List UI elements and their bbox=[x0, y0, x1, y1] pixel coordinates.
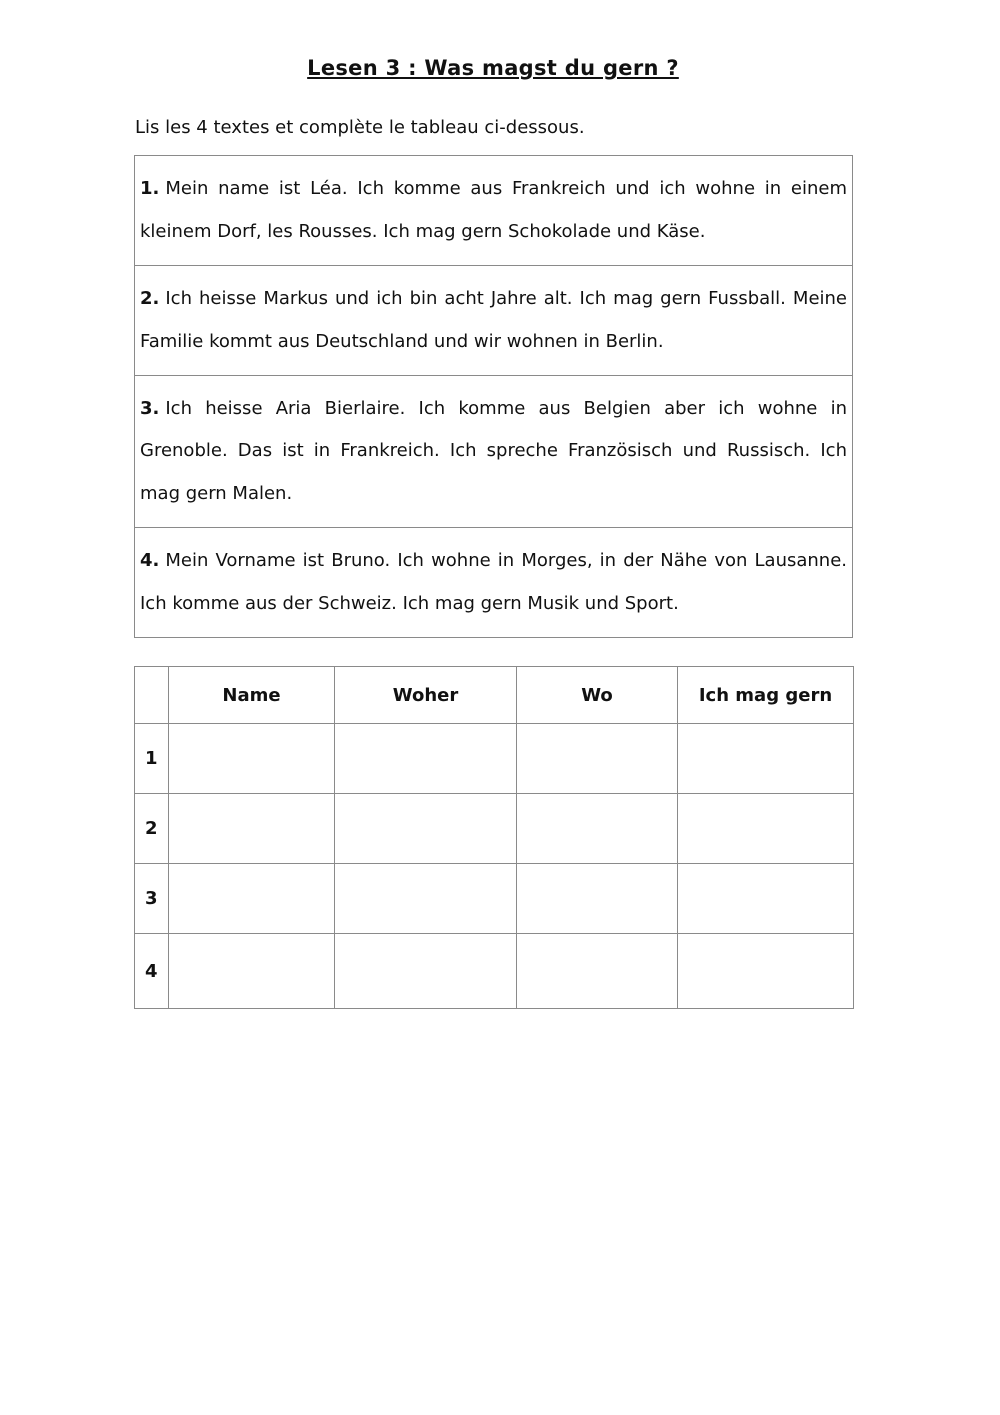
text-cell-4 bbox=[135, 528, 853, 638]
text-body-3: Ich heisse Aria Bierlaire. Ich komme aus Belgien aber ich wohne in Grenoble. Das ist in Frankreich. Ich spreche Französisch und Russisch. Ich mag gern Malen. bbox=[140, 397, 847, 504]
answer-row-2 bbox=[135, 794, 854, 864]
answer-cell-wo-2[interactable] bbox=[517, 794, 678, 864]
answer-cell-mag-2[interactable] bbox=[678, 794, 854, 864]
row-number-2: 2 bbox=[135, 794, 169, 864]
answer-cell-name-4[interactable] bbox=[169, 934, 335, 1009]
answer-row-1 bbox=[135, 724, 854, 794]
text-cell-3 bbox=[135, 376, 853, 528]
answer-cell-name-2[interactable] bbox=[169, 794, 335, 864]
header-name: Name bbox=[169, 667, 335, 724]
header-woher: Woher bbox=[335, 667, 517, 724]
text-cell-1 bbox=[135, 156, 853, 266]
answer-cell-mag-1[interactable] bbox=[678, 724, 854, 794]
answer-cell-mag-3[interactable] bbox=[678, 864, 854, 934]
answer-cell-woher-1[interactable] bbox=[335, 724, 517, 794]
answer-cell-mag-4[interactable] bbox=[678, 934, 854, 1009]
text-row-3 bbox=[135, 376, 853, 528]
header-corner bbox=[135, 667, 169, 724]
text-cell-2 bbox=[135, 266, 853, 376]
answer-header-row bbox=[135, 667, 854, 724]
answer-cell-woher-3[interactable] bbox=[335, 864, 517, 934]
answer-row-4 bbox=[135, 934, 854, 1009]
instruction-text: Lis les 4 textes et complète le tableau ci-dessous. bbox=[135, 117, 585, 138]
header-wo: Wo bbox=[517, 667, 678, 724]
answer-cell-wo-1[interactable] bbox=[517, 724, 678, 794]
row-number-1: 1 bbox=[135, 724, 169, 794]
row-number-3: 3 bbox=[135, 864, 169, 934]
header-ich-mag-gern: Ich mag gern bbox=[678, 667, 854, 724]
answer-cell-wo-3[interactable] bbox=[517, 864, 678, 934]
reading-texts-table bbox=[134, 155, 853, 638]
answer-cell-woher-2[interactable] bbox=[335, 794, 517, 864]
answer-cell-name-3[interactable] bbox=[169, 864, 335, 934]
answer-table bbox=[134, 666, 854, 1009]
answer-row-3 bbox=[135, 864, 854, 934]
answer-cell-name-1[interactable] bbox=[169, 724, 335, 794]
text-row-1 bbox=[135, 156, 853, 266]
text-number-1: 1. bbox=[140, 178, 160, 199]
text-body-2: Ich heisse Markus und ich bin acht Jahre alt. Ich mag gern Fussball. Meine Familie kommt aus Deutschland und wir wohnen in Berlin. bbox=[140, 288, 847, 352]
answer-cell-woher-4[interactable] bbox=[335, 934, 517, 1009]
row-number-4: 4 bbox=[135, 934, 169, 1009]
text-row-2 bbox=[135, 266, 853, 376]
answer-cell-wo-4[interactable] bbox=[517, 934, 678, 1009]
text-row-4 bbox=[135, 528, 853, 638]
text-body-1: Mein name ist Léa. Ich komme aus Frankreich und ich wohne in einem kleinem Dorf, les Rousses. Ich mag gern Schokolade und Käse. bbox=[140, 178, 847, 242]
text-number-3: 3. bbox=[140, 397, 160, 419]
text-body-4: Mein Vorname ist Bruno. Ich wohne in Morges, in der Nähe von Lausanne. Ich komme aus der Schweiz. Ich mag gern Musik und Sport. bbox=[140, 550, 847, 614]
page-title: Lesen 3 : Was magst du gern ? bbox=[307, 56, 679, 80]
text-number-4: 4. bbox=[140, 550, 160, 571]
text-number-2: 2. bbox=[140, 288, 160, 309]
